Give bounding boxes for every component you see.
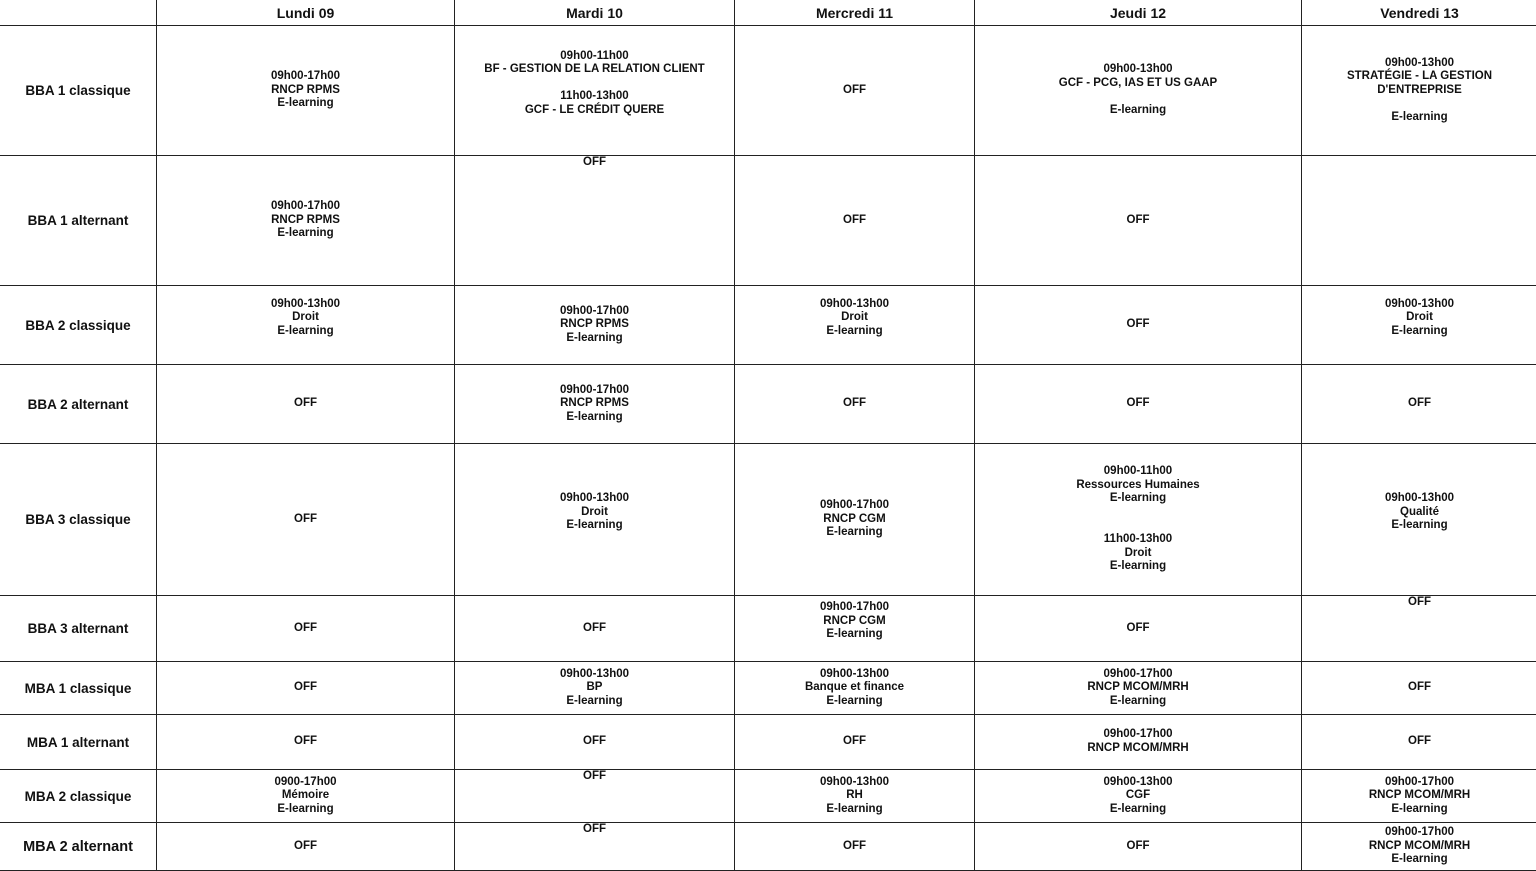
header-row	[0, 0, 1536, 26]
table-row	[0, 286, 1536, 365]
schedule-cell: 09h00-13h00 Droit E-learning	[735, 286, 975, 365]
schedule-cell: 09h00-17h00 RNCP MCOM/MRH	[975, 715, 1302, 770]
header-corner-cell	[0, 0, 157, 26]
schedule-cell: OFF	[975, 156, 1302, 286]
table-row	[0, 156, 1536, 286]
row-label: BBA 2 classique	[0, 286, 157, 365]
schedule-cell: OFF	[455, 770, 735, 823]
schedule-cell: OFF	[975, 823, 1302, 871]
schedule-cell: 09h00-17h00 RNCP MCOM/MRH E-learning	[1302, 823, 1536, 871]
schedule-cell: OFF	[455, 156, 735, 286]
schedule-cell: 09h00-17h00 RNCP MCOM/MRH E-learning	[975, 662, 1302, 715]
table-row	[0, 715, 1536, 770]
day-header-thursday: Jeudi 12	[975, 0, 1302, 26]
schedule-cell: 09h00-17h00 RNCP RPMS E-learning	[455, 365, 735, 444]
row-label: BBA 1 classique	[0, 26, 157, 156]
schedule-cell: 09h00-17h00 RNCP CGM E-learning	[735, 596, 975, 662]
schedule-cell: OFF	[157, 596, 455, 662]
schedule-cell: OFF	[735, 26, 975, 156]
schedule-cell: 09h00-17h00 RNCP RPMS E-learning	[455, 286, 735, 365]
schedule-cell: 0900-17h00 Mémoire E-learning	[157, 770, 455, 823]
schedule-cell: OFF	[735, 715, 975, 770]
row-label: BBA 3 alternant	[0, 596, 157, 662]
schedule-cell: OFF	[735, 156, 975, 286]
schedule-cell: OFF	[735, 823, 975, 871]
schedule-cell: 09h00-13h00 GCF - PCG, IAS ET US GAAP E-learning	[975, 26, 1302, 156]
table-row	[0, 770, 1536, 823]
schedule-cell: OFF	[1302, 662, 1536, 715]
schedule-cell: 09h00-13h00 RH E-learning	[735, 770, 975, 823]
schedule-cell: 09h00-17h00 RNCP MCOM/MRH E-learning	[1302, 770, 1536, 823]
schedule-cell: OFF	[157, 365, 455, 444]
row-label: BBA 3 classique	[0, 444, 157, 596]
table-row	[0, 444, 1536, 596]
table-row	[0, 662, 1536, 715]
schedule-cell: OFF	[1302, 596, 1536, 662]
schedule-cell	[1302, 156, 1536, 286]
day-header-wednesday: Mercredi 11	[735, 0, 975, 26]
row-label: MBA 2 classique	[0, 770, 157, 823]
schedule-cell: OFF	[455, 823, 735, 871]
schedule-cell: OFF	[157, 715, 455, 770]
schedule-cell: OFF	[975, 596, 1302, 662]
schedule-cell: 09h00-13h00 Droit E-learning	[157, 286, 455, 365]
schedule-cell: OFF	[735, 365, 975, 444]
schedule-cell: OFF	[1302, 715, 1536, 770]
day-header-monday: Lundi 09	[157, 0, 455, 26]
row-label: MBA 1 classique	[0, 662, 157, 715]
schedule-cell: OFF	[157, 823, 455, 871]
schedule-cell: 09h00-17h00 RNCP RPMS E-learning	[157, 156, 455, 286]
schedule-cell: OFF	[455, 596, 735, 662]
schedule-cell: 09h00-11h00 Ressources Humaines E-learning 11h00-13h00 Droit E-learning	[975, 444, 1302, 596]
schedule-cell: 09h00-17h00 RNCP RPMS E-learning	[157, 26, 455, 156]
row-label: MBA 1 alternant	[0, 715, 157, 770]
schedule-cell: 09h00-13h00 Droit E-learning	[455, 444, 735, 596]
schedule-cell: OFF	[1302, 365, 1536, 444]
schedule-cell: 09h00-17h00 RNCP CGM E-learning	[735, 444, 975, 596]
schedule-cell: 09h00-13h00 Qualité E-learning	[1302, 444, 1536, 596]
table-row	[0, 823, 1536, 871]
schedule-cell: OFF	[975, 286, 1302, 365]
schedule-cell: 09h00-13h00 STRATÉGIE - LA GESTION D'ENTREPRISE E-learning	[1302, 26, 1536, 156]
row-label: BBA 1 alternant	[0, 156, 157, 286]
schedule-cell: OFF	[455, 715, 735, 770]
schedule-cell: 09h00-11h00 BF - GESTION DE LA RELATION CLIENT 11h00-13h00 GCF - LE CRÉDIT QUERE	[455, 26, 735, 156]
schedule-cell: 09h00-13h00 CGF E-learning	[975, 770, 1302, 823]
table-row	[0, 26, 1536, 156]
schedule-cell: OFF	[157, 444, 455, 596]
schedule-cell: 09h00-13h00 Droit E-learning	[1302, 286, 1536, 365]
schedule-cell: 09h00-13h00 Banque et finance E-learning	[735, 662, 975, 715]
table-row	[0, 596, 1536, 662]
schedule-cell: OFF	[975, 365, 1302, 444]
day-header-tuesday: Mardi 10	[455, 0, 735, 26]
schedule-cell: 09h00-13h00 BP E-learning	[455, 662, 735, 715]
day-header-friday: Vendredi 13	[1302, 0, 1536, 26]
row-label: MBA 2 alternant	[0, 823, 157, 871]
row-label: BBA 2 alternant	[0, 365, 157, 444]
schedule-cell: OFF	[157, 662, 455, 715]
table-row	[0, 365, 1536, 444]
